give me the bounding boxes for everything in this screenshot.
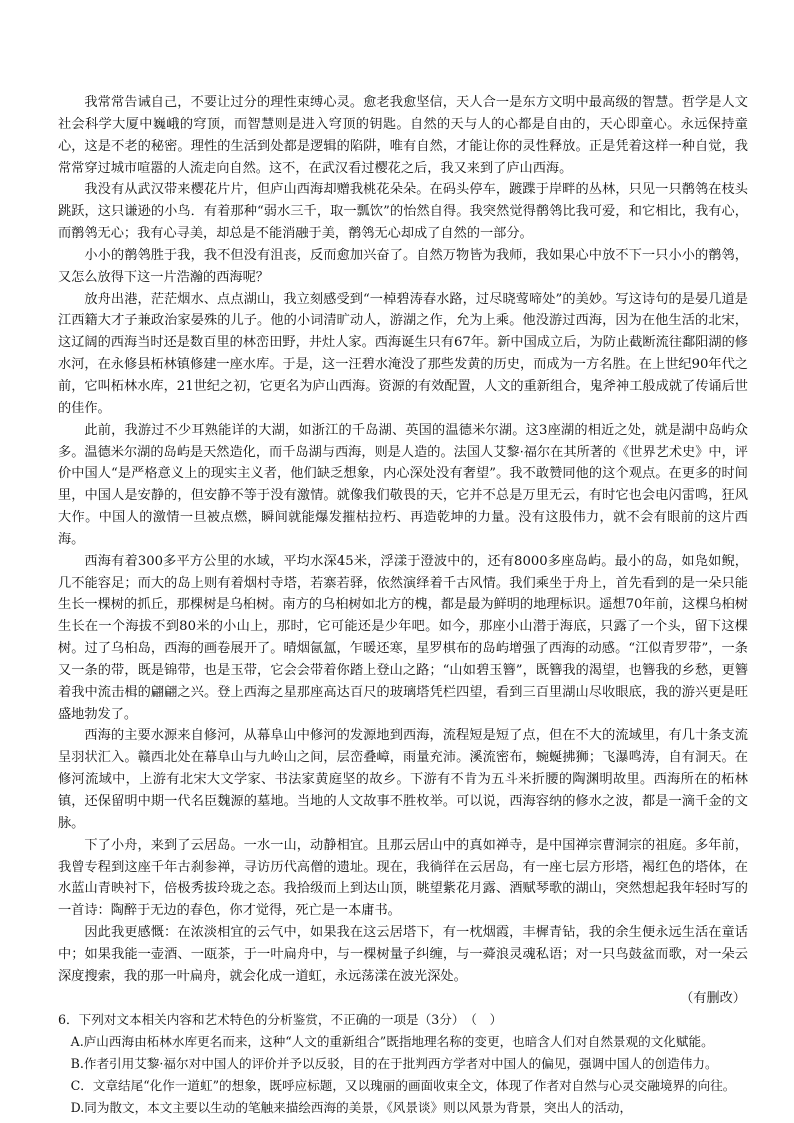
article-body bbox=[58, 92, 748, 1009]
article-paragraph: 因此我更感慨：在浓淡相宜的云气中，如果我在这云居塔下，有一枕烟霞，丰樨青钻，我的余生便永远生活在童话中；如果我能一壶酒、一瓯茶，于一叶扁舟中，与一棵树量子纠缠，与一蕣浪灵魂私语；对一只鸟鼓盆而歌，对一朵云深度搜索，我的那一叶扁舟，就会化成一道虹，永远荡漾在波光深处。 bbox=[58, 925, 748, 984]
article-paragraph: 我常常告诫自己，不要让过分的理性束缚心灵。愈老我愈坚信，天人合一是东方文明中最高级的智慧。哲学是人文社会科学大厦中巍峨的穹顶，而智慧则是进入穹顶的钥匙。自然的天与人的心都是自由的，天心即童心。永远保持童心，这是不老的秘密。理性的生活到处都是逻辑的陷阱，唯有自然，才能让你的灵性释放。正是凭着这样一种自觉，我常常穿过城市喧嚣的人流走向自然。这不，在武汉看过樱花之后，我又来到了庐山西海。 bbox=[58, 95, 748, 176]
question-6 bbox=[58, 1009, 748, 1118]
option-a: A.庐山西海由柘林水库更名而来，这种“人文的重新组合”既指地理名称的变更，也暗含人们对自然景观的文化赋能。 bbox=[70, 1034, 714, 1050]
article-paragraph: 西海有着300多平方公里的水域，平均水深45米，浮漾于澄波中的，还有8000多座岛屿。最小的岛，如凫如鲵，几不能容足；而大的岛上则有着烟村寺塔，若寨若驿，依然演绎着千古风情。我们乘坐于舟上，首先看到的是一朵只能生长一棵树的抓丘，那棵树是乌桕树。南方的乌桕树如北方的槐，都是最为鲜明的地理标识。遥想70年前，这棵乌桕树生长在一个海拔不到80米的小山上，那时，它可能还是少年吧。如今，那座小山潜于海底，只露了一个头，留下这棵树。过了乌桕岛，西海的画卷展开了。晴烟氤氲，乍暖还寒，星罗棋布的岛屿增强了西海的动感。“江似青罗带”，一条又一条的带，既是锦带，也是玉带，它会会带着你踏上登山之路；“山如碧玉簪”，既簪我的渴望，也簪我的乡愁，更簪着我中流击楫的翩翩之兴。登上西海之星那座高达百尺的玻璃塔凭栏四望，看到三百里湖山尽收眼底，我的游兴更是旺盛地勃发了。 bbox=[58, 553, 748, 722]
article-paragraph: 放舟出港，茫茫烟水、点点湖山，我立刻感受到“一棹碧涛春水路，过尽晓莺啼处”的美妙。写这诗句的是晏几道是江西籍大才子兼政治家晏殊的儿子。他的小词清旷动人，游湖之作，允为上乘。他没游过西海，因为在他生活的北宋，这辽阔的西海当时还是数百里的林峦田野，井灶人家。西海诞生只有67年。新中国成立后，为防止截断流往鄱阳湖的修水河，在永修县柘林镇修建一座水库。于是，这一汪碧水淹没了那些发黄的历史，而成为一方名胜。在上世纪90年代之前，它叫柘林水库，21世纪之初，它更名为庐山西海。资源的有效配置，人文的重新组合，鬼斧神工般成就了传诵后世的佳作。 bbox=[58, 291, 748, 416]
article-paragraph: 西海的主要水源来自修河，从幕阜山中修河的发源地到西海，流程短是短了点，但在不大的流域里，有几十条支流呈羽状汇入。赣西北处在幕阜山与九岭山之间，层峦叠嶂，雨量充沛。溪流密布，蜿蜒拂狮；飞瀑鸣涛，自有洞天。在修河流域中，上游有北宋大文学家、书法家黄庭坚的故乡。下游有不肯为五斗米折腰的陶渊明故里。西海所在的柘林镇，还保留明中期一代名臣魏源的墓地。当地的人文故事不胜枚举。可以说，西海容纳的修水之波，都是一滴千金的文脉。 bbox=[58, 728, 748, 831]
question-stem: 6．下列对文本相关内容和艺术特色的分析鉴赏，不正确的一项是（3分） （ ） bbox=[58, 1012, 503, 1028]
article-paragraph: 下了小舟，来到了云居岛。一水一山，动静相宜。且那云居山中的真如禅寺，是中国禅宗曹洞宗的祖庭。多年前，我曾专程到这座千年古刹参禅，寻访历代高僧的遗址。现在，我徜徉在云居岛，有一座七层方形塔，褐红色的塔体，在水蓝山青映衬下，倍极秀拔玲珑之态。我拾级而上到达山顶，眺望紫花月露、酒赋琴歌的湖山，突然想起我年轻时写的一首诗：陶醉于无边的春色，你才觉得，死亡是一本庸书。 bbox=[58, 837, 748, 919]
article-paragraph: 此前，我游过不少耳熟能详的大湖，如浙江的千岛湖、英国的温德米尔湖。这3座湖的相近之处，就是湖中岛屿众多。温德米尔湖的岛屿是天然造化，而千岛湖与西海，则是人造的。法国人艾黎·福尔在其所著的《世界艺术史》中，评价中国人“是严格意义上的现实主义者，他们缺乏想象，内心深处没有奢望”。我不敢赞同他的这个观点。在更多的时间里，中国人是安静的，但安静不等于没有激情。就像我们敬畏的天，它并不总是万里无云，有时它也会电闪雷鸣，狂风大作。中国人的激情一旦被点燃，瞬间就能爆发摧枯拉朽、再造乾坤的力量。没有这股伟力，就不会有眼前的这片西海。 bbox=[58, 422, 748, 547]
option-c: C．文章结尾“化作一道虹”的想象，既呼应标题，又以瑰丽的画面收束全文，体现了作者对自然与心灵交融境界的向往。 bbox=[70, 1077, 736, 1093]
exam-page bbox=[58, 92, 748, 1119]
source-note: （有删改） bbox=[680, 990, 746, 1006]
option-b: B.作者引用艾黎·福尔对中国人的评价并予以反驳，目的在于批判西方学者对中国人的偏见，强调中国人的创造伟力。 bbox=[70, 1056, 718, 1072]
article-paragraph: 小小的鹡鸰胜于我，我不但没有沮丧，反而愈加兴奋了。自然万物皆为我师，我如果心中放不下一只小小的鹡鸰，又怎么放得下这一片浩瀚的西海呢？ bbox=[58, 247, 748, 285]
article-paragraph: 我没有从武汉带来樱花片片，但庐山西海却赠我桃花朵朵。在码头停车，踱蹀于岸畔的丛林，只见一只鹡鸰在枝头跳跃，这只谦逊的小鸟．有着那种“弱水三千，取一瓢饮”的怡然自得。我突然觉得鹡鸰比我可爱，和它相比，我有心，而鹡鸰无心；我有心寻美，却总是不能消融于美，鹡鸰无心却成了自然的一部分。 bbox=[58, 182, 748, 242]
option-d: D.同为散文，本文主要以生动的笔触来描绘西海的美景，《风景谈》则以风景为背景，突出人的活动， bbox=[70, 1099, 633, 1115]
